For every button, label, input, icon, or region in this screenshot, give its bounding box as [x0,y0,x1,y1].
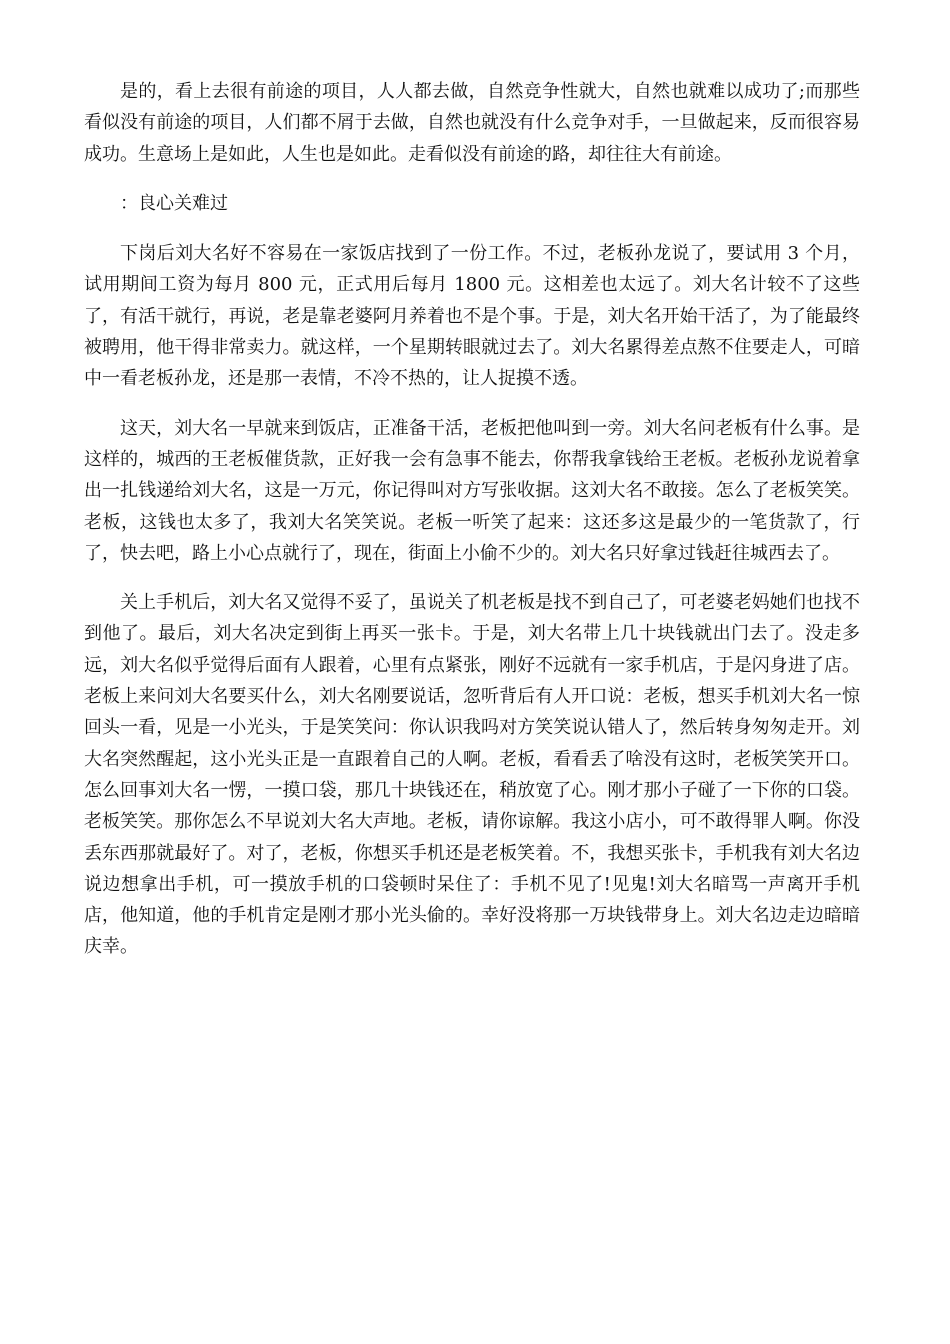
paragraph-story-3: 关上手机后，刘大名又觉得不妥了，虽说关了机老板是找不到自己了，可老婆老妈她们也找不到他了。最后，刘大名决定到街上再买一张卡。于是，刘大名带上几十块钱就出门去了。没走多远，刘大名似乎觉得后面有人跟着，心里有点紧张，刚好不远就有一家手机店，于是闪身进了店。老板上来问刘大名要买什么，刘大名刚要说话，忽听背后有人开口说：老板，想买手机刘大名一惊回头一看，见是一小光头，于是笑笑问：你认识我吗对方笑笑说认错人了，然后转身匆匆走开。刘大名突然醒起，这小光头正是一直跟着自己的人啊。老板，看看丢了啥没有这时，老板笑笑开口。怎么回事刘大名一愣，一摸口袋，那几十块钱还在，稍放宽了心。刚才那小子碰了一下你的口袋。老板笑笑。那你怎么不早说刘大名大声地。老板，请你谅解。我这小店小，可不敢得罪人啊。你没丢东西那就最好了。对了，老板，你想买手机还是老板笑着。不，我想买张卡，手机我有刘大名边说边想拿出手机，可一摸放手机的口袋顿时呆住了：手机不见了!见鬼!刘大名暗骂一声离开手机店，他知道，他的手机肯定是刚才那小光头偷的。幸好没将那一万块钱带身上。刘大名边走边暗暗庆幸。 [84,592,860,958]
document-body [84,76,860,981]
paragraph-story-2: 这天，刘大名一早就来到饭店，正准备干活，老板把他叫到一旁。刘大名问老板有什么事。是这样的，城西的王老板催货款，正好我一会有急事不能去，你帮我拿钱给王老板。老板孙龙说着拿出一扎钱递给刘大名，这是一万元，你记得叫对方写张收据。这刘大名不敢接。怎么了老板笑笑。老板，这钱也太多了，我刘大名笑笑说。老板一听笑了起来：这还多这是最少的一笔货款了，行了，快去吧，路上小心点就行了，现在，街面上小偷不少的。刘大名只好拿过钱赶往城西去了。 [84,417,860,564]
paragraph-story-1: 下岗后刘大名好不容易在一家饭店找到了一份工作。不过，老板孙龙说了，要试用 3 个月，试用期间工资为每月 800 元，正式用后每月 1800 元。这相差也太远了。刘大名计较不了这些了，有活干就行，再说，老是靠老婆阿月养着也不是个事。于是，刘大名开始干活了，为了能最终被聘用，他干得非常卖力。就这样，一个星期转眼就过去了。刘大名累得差点熬不住要走人，可暗中一看老板孙龙，还是那一表情，不冷不热的，让人捉摸不透。 [84,243,860,390]
section-heading: ：良心关难过 [120,192,228,214]
paragraph-intro: 是的，看上去很有前途的项目，人人都去做，自然竞争性就大，自然也就难以成功了;而那些看似没有前途的项目，人们都不屑于去做，自然也就没有什么竞争对手，一旦做起来，反而很容易成功。生意场上是如此，人生也是如此。走看似没有前途的路，却往往大有前途。 [84,81,860,165]
